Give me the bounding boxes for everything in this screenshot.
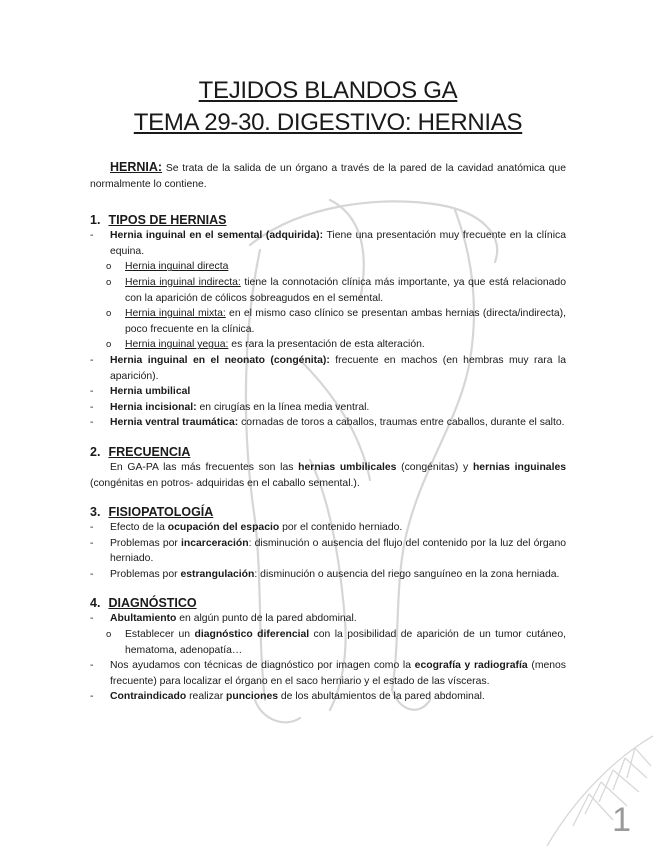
bullet-list <box>90 611 566 705</box>
section-heading <box>90 595 566 611</box>
list-item: - Hernia inguinal en el semental (adquirida): Tiene una presentación muy frecuente en la clínica equina. o Hernia inguinal directa o Hernia inguinal indirecta: tiene la connotación clínica más importante, ya que está relacionado con la aparición de cólicos sobreagudos en el semental. o Hernia inguinal mixta: en el mismo caso clínico se presentan ambas hernias (directa/indirecta), poco frecuente en la clínica. o Hernia inguinal yegua: es rara la presentación de esta alteración. <box>90 228 566 353</box>
section-title: FISIOPATOLOGÍA <box>108 505 214 520</box>
sub-list-item: o Hernia inguinal yegua: es rara la presentación de esta alteración. <box>90 337 566 353</box>
section-heading <box>90 504 566 520</box>
intro-paragraph <box>90 160 566 192</box>
bullet-list <box>90 520 566 582</box>
document-body <box>90 76 566 705</box>
feather-icon <box>535 728 655 848</box>
sub-list <box>90 627 566 658</box>
section-title: TIPOS DE HERNIAS <box>108 213 227 228</box>
list-item: - Efecto de la ocupación del espacio por el contenido herniado. <box>90 520 566 536</box>
section-frecuencia <box>90 444 566 491</box>
section-heading <box>90 212 566 228</box>
section-number: 4. <box>90 596 101 611</box>
page-title: TEJIDOS BLANDOS GA <box>198 77 458 104</box>
list-item: - Hernia umbilical <box>90 384 566 400</box>
section-diagnostico <box>90 595 566 705</box>
sub-list <box>90 259 566 353</box>
list-item: - Problemas por estrangulación: disminución o ausencia del riego sanguíneo en la zona herniada. <box>90 567 566 583</box>
intro-text: Se trata de la salida de un órgano a través de la pared de la cavidad anatómica que normalmente lo contiene. <box>90 163 566 190</box>
page-subtitle: TEMA 29-30. DIGESTIVO: HERNIAS <box>133 109 523 136</box>
section-fisiopatologia <box>90 504 566 582</box>
sub-list-item: o Hernia inguinal indirecta: tiene la connotación clínica más importante, ya que está relacionado con la aparición de cólicos sobreagudos en el semental. <box>90 275 566 306</box>
list-item: - Hernia inguinal en el neonato (congénita): frecuente en machos (en hembras muy rara la aparición). <box>90 353 566 384</box>
list-item: - Contraindicado realizar punciones de los abultamientos de la pared abdominal. <box>90 689 566 705</box>
bullet-list <box>90 228 566 431</box>
sub-list-item: o Hernia inguinal mixta: en el mismo caso clínico se presentan ambas hernias (directa/indirecta), poco frecuente en la clínica. <box>90 306 566 337</box>
sub-list-item: o Hernia inguinal directa <box>90 259 566 275</box>
section-tipos <box>90 212 566 431</box>
section-number: 2. <box>90 444 101 459</box>
frecuencia-paragraph: En GA-PA las más frecuentes son las hernias umbilicales (congénitas) y hernias inguinales (congénitas en potros- adquiridas en el caballo semental.). <box>90 461 567 489</box>
list-item: - Problemas por incarceración: disminución o ausencia del flujo del contenido por la luz del órgano herniado. <box>90 536 566 567</box>
section-heading <box>90 444 566 460</box>
sub-list-item: o Establecer un diagnóstico diferencial con la posibilidad de aparición de un tumor cutáneo, hematoma, adenopatía… <box>90 627 566 658</box>
intro-term: HERNIA: <box>110 160 163 174</box>
section-number: 1. <box>90 213 101 228</box>
page-number: 1 <box>612 801 631 839</box>
list-item: - Hernia incisional: en cirugías en la línea media ventral. <box>90 400 566 416</box>
section-title: DIAGNÓSTICO <box>108 596 197 611</box>
section-number: 3. <box>90 505 101 520</box>
section-title: FRECUENCIA <box>108 444 191 459</box>
list-item: - Abultamiento en algún punto de la pared abdominal. o Establecer un diagnóstico diferencial con la posibilidad de aparición de un tumor cutáneo, hematoma, adenopatía… <box>90 611 566 658</box>
list-item: - Nos ayudamos con técnicas de diagnóstico por imagen como la ecografía y radiografía (menos frecuente) para localizar el órgano en el saco herniario y el estado de las vísceras. <box>90 658 566 689</box>
list-item: - Hernia ventral traumática: cornadas de toros a caballos, traumas entre caballos, durante el salto. <box>90 415 566 431</box>
